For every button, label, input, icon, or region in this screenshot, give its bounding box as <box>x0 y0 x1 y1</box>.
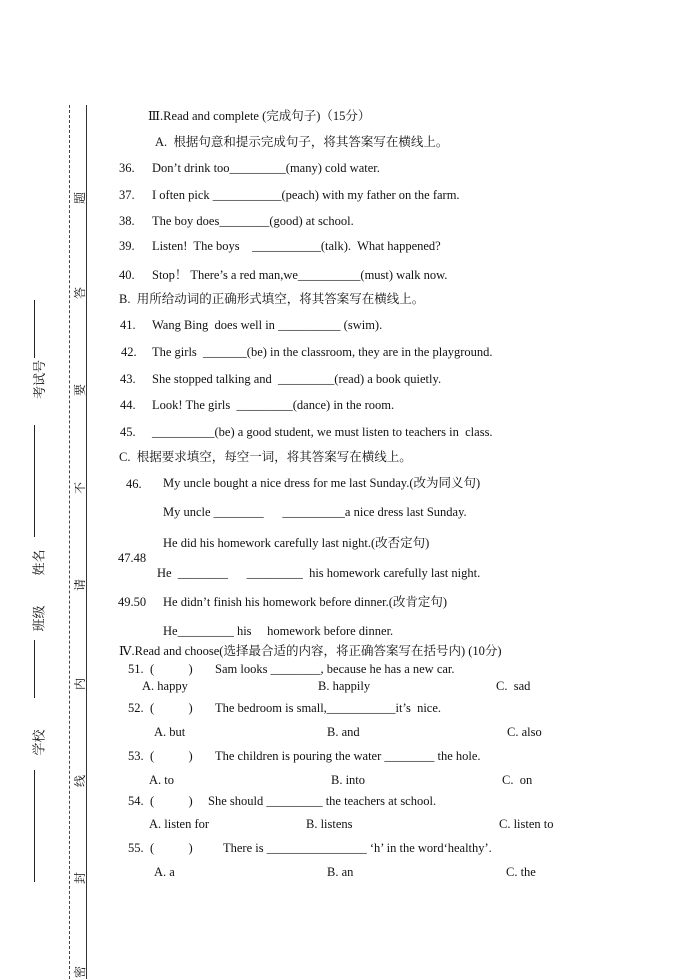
exam-no-fill-line <box>34 300 35 358</box>
exam-no-label: 考试号 <box>32 359 48 400</box>
option-b: B. into <box>331 773 366 787</box>
option-a: A. to <box>149 773 174 787</box>
seal-char: 答 <box>73 286 88 300</box>
option-b: B. an <box>327 865 354 879</box>
question-text: __________(be) a good student, we must listen to teachers in class. <box>152 425 493 439</box>
school-label: 学校 <box>31 729 47 756</box>
seal-char: 内 <box>73 677 88 691</box>
answer-bracket: ( ) <box>150 794 193 808</box>
question-number: 45. <box>120 425 136 439</box>
answer-bracket: ( ) <box>150 749 193 763</box>
class-fill-line <box>34 640 35 698</box>
answer-bracket: ( ) <box>150 841 193 855</box>
question-number: 51. <box>128 662 144 676</box>
part-a-heading: A. 根据句意和提示完成句子，将其答案写在横线上。 <box>155 135 449 149</box>
seal-char: 要 <box>73 383 88 397</box>
question-text: I often pick ___________(peach) with my father on the farm. <box>152 188 460 202</box>
question-text: The bedroom is small,___________it’s nice. <box>215 701 442 715</box>
question-number: 40. <box>119 268 135 282</box>
class-label: 班级 <box>31 605 47 632</box>
question-number: 49.50 <box>118 595 147 609</box>
question-number: 52. <box>128 701 144 715</box>
option-c: C. listen to <box>499 817 554 831</box>
question-text: Don’t drink too_________(many) cold water. <box>152 161 380 175</box>
question-text: He didn’t finish his homework before dinner.(改肯定句) <box>163 595 448 609</box>
option-c: C. the <box>506 865 536 879</box>
answer-line: He_________ his homework before dinner. <box>163 624 394 638</box>
seal-line <box>86 105 87 979</box>
seal-char: 请 <box>73 578 88 592</box>
seal-char: 线 <box>73 774 88 788</box>
question-text: Sam looks ________, because he has a new car. <box>215 662 455 676</box>
seal-char: 密 <box>73 965 88 979</box>
option-b: B. listens <box>306 817 353 831</box>
question-text: He did his homework carefully last night.(改否定句) <box>163 536 430 550</box>
question-text: Listen! The boys ___________(talk). What happened? <box>152 239 441 253</box>
name-label: 姓名 <box>31 549 47 576</box>
option-c: C. sad <box>496 679 531 693</box>
answer-bracket: ( ) <box>150 701 193 715</box>
option-a: A. happy <box>142 679 188 693</box>
question-text: There is ________________ ‘h’ in the word‘healthy’. <box>223 841 492 855</box>
answer-bracket: ( ) <box>150 662 193 676</box>
section-3-heading: Ⅲ.Read and complete (完成句子)（15分） <box>148 109 371 123</box>
seal-char: 不 <box>73 481 88 495</box>
question-text: My uncle bought a nice dress for me last Sunday.(改为同义句) <box>163 476 481 490</box>
option-a: A. listen for <box>149 817 210 831</box>
question-text: She should _________ the teachers at school. <box>208 794 437 808</box>
option-b: B. and <box>327 725 360 739</box>
question-number: 46. <box>126 477 142 491</box>
question-text: She stopped talking and _________(read) a book quietly. <box>152 372 442 386</box>
answer-line: He ________ _________ his homework carefully last night. <box>157 566 481 580</box>
question-number: 54. <box>128 794 144 808</box>
question-number: 47.48 <box>118 551 147 565</box>
name-fill-line <box>34 425 35 537</box>
option-a: A. a <box>154 865 175 879</box>
question-number: 36. <box>119 161 135 175</box>
question-number: 43. <box>120 372 136 386</box>
question-text: The children is pouring the water ________ the hole. <box>215 749 481 763</box>
question-text: The boy does________(good) at school. <box>152 214 354 228</box>
question-text: The girls _______(be) in the classroom, they are in the playground. <box>152 345 493 359</box>
seal-char: 封 <box>73 871 88 885</box>
part-c-heading: C. 根据要求填空，每空一词，将其答案写在横线上。 <box>119 450 412 464</box>
part-b-heading: B. 用所给动词的正确形式填空，将其答案写在横线上。 <box>119 292 425 306</box>
section-4-heading: Ⅳ.Read and choose(选择最合适的内容，将正确答案写在括号内) (10分) <box>119 644 502 658</box>
question-text: Look! The girls _________(dance) in the room. <box>152 398 395 412</box>
question-text: Stop！ There’s a red man,we__________(must) walk now. <box>152 268 448 282</box>
question-number: 53. <box>128 749 144 763</box>
question-number: 42. <box>121 345 137 359</box>
option-c: C. on <box>502 773 533 787</box>
option-c: C. also <box>507 725 542 739</box>
question-number: 37. <box>119 188 135 202</box>
question-number: 38. <box>119 214 135 228</box>
question-number: 44. <box>120 398 136 412</box>
question-number: 39. <box>119 239 135 253</box>
question-number: 55. <box>128 841 144 855</box>
option-b: B. happily <box>318 679 371 693</box>
option-a: A. but <box>154 725 186 739</box>
school-fill-line <box>34 770 35 882</box>
seal-char: 题 <box>73 191 88 205</box>
question-text: Wang Bing does well in __________ (swim). <box>152 318 383 332</box>
answer-line: My uncle ________ __________a nice dress last Sunday. <box>163 505 467 519</box>
question-number: 41. <box>120 318 136 332</box>
cut-line <box>69 105 70 979</box>
